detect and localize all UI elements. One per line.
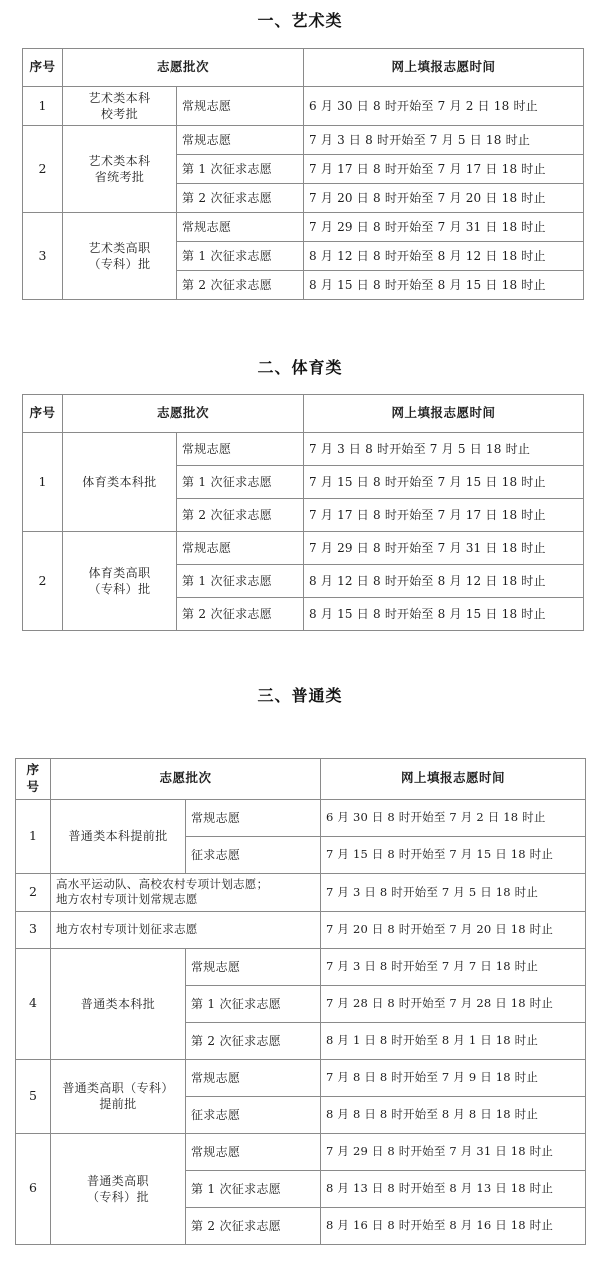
- cell-batch-name: [63, 433, 177, 532]
- cell-time-window: 8 月 12 日 8 时开始至 8 月 12 日 18 时止: [304, 242, 584, 271]
- cell-batch-name: [51, 1059, 186, 1133]
- cell-time-window: 7 月 29 日 8 时开始至 7 月 31 日 18 时止: [304, 532, 584, 565]
- cell-sub-batch: 第 1 次征求志愿: [177, 242, 304, 271]
- cell-time-window: 7 月 3 日 8 时开始至 7 月 5 日 18 时止: [304, 126, 584, 155]
- cell-time-window: 7 月 3 日 8 时开始至 7 月 7 日 18 时止: [321, 948, 586, 985]
- cell-time-window: 7 月 3 日 8 时开始至 7 月 5 日 18 时止: [304, 433, 584, 466]
- cell-sub-batch: 常规志愿: [186, 1059, 321, 1096]
- cell-batch-name: [63, 213, 177, 300]
- cell-time-window: 7 月 28 日 8 时开始至 7 月 28 日 18 时止: [321, 985, 586, 1022]
- batch-line-1: 普通类高职（专科）: [62, 1081, 174, 1096]
- table-row: [16, 1133, 586, 1170]
- cell-batch-name: [63, 126, 177, 213]
- cell-time-window: 8 月 15 日 8 时开始至 8 月 15 日 18 时止: [304, 271, 584, 300]
- column-header-batch: 志愿批次: [63, 49, 304, 87]
- batch-line-2: 提前批: [99, 1097, 137, 1112]
- cell-sub-batch: 常规志愿: [186, 799, 321, 836]
- schedule-table-general: [15, 758, 586, 1245]
- column-header-batch: 志愿批次: [63, 395, 304, 433]
- cell-sub-batch: 第 2 次征求志愿: [186, 1022, 321, 1059]
- batch-line-2: 校考批: [100, 107, 139, 122]
- table-row: [23, 126, 584, 155]
- cell-sub-batch: 第 1 次征求志愿: [177, 155, 304, 184]
- cell-time-window: 8 月 8 日 8 时开始至 8 月 8 日 18 时止: [321, 1096, 586, 1133]
- cell-batch-name: [51, 873, 321, 911]
- table-row: [23, 87, 584, 126]
- cell-time-window: 7 月 15 日 8 时开始至 7 月 15 日 18 时止: [321, 836, 586, 873]
- cell-time-window: 8 月 1 日 8 时开始至 8 月 1 日 18 时止: [321, 1022, 586, 1059]
- cell-sub-batch: 第 2 次征求志愿: [177, 499, 304, 532]
- cell-sub-batch: 常规志愿: [177, 213, 304, 242]
- cell-sub-batch: 第 2 次征求志愿: [177, 184, 304, 213]
- batch-line-1: 艺术类本科: [88, 91, 151, 105]
- batch-line-1: 艺术类本科: [88, 154, 151, 169]
- cell-index: 3: [23, 213, 63, 300]
- batch-line-1: 艺术类高职: [88, 241, 151, 256]
- cell-index: 1: [23, 433, 63, 532]
- table-row: [16, 948, 586, 985]
- cell-sub-batch: 征求志愿: [186, 836, 321, 873]
- batch-line-2: （专科）批: [86, 1189, 149, 1204]
- cell-batch-name: [51, 948, 186, 1059]
- cell-time-window: 7 月 29 日 8 时开始至 7 月 31 日 18 时止: [304, 213, 584, 242]
- batch-line-1: 高水平运动队、高校农村专项计划志愿；: [56, 876, 269, 891]
- cell-sub-batch: 常规志愿: [177, 433, 304, 466]
- cell-time-window: 6 月 30 日 8 时开始至 7 月 2 日 18 时止: [304, 87, 584, 126]
- column-header-index: 序号: [23, 395, 63, 433]
- cell-sub-batch: 征求志愿: [186, 1096, 321, 1133]
- cell-time-window: 6 月 30 日 8 时开始至 7 月 2 日 18 时止: [321, 799, 586, 836]
- cell-index: 3: [16, 911, 51, 948]
- batch-line-1: 普通类本科提前批: [68, 829, 168, 844]
- cell-batch-name: [63, 87, 177, 126]
- cell-sub-batch: 常规志愿: [177, 126, 304, 155]
- cell-index: 2: [23, 532, 63, 631]
- batch-line-2: （专科）批: [88, 582, 151, 596]
- section-heading-art: 一、艺术类: [257, 11, 343, 30]
- cell-time-window: 7 月 17 日 8 时开始至 7 月 17 日 18 时止: [304, 155, 584, 184]
- cell-time-window: 8 月 15 日 8 时开始至 8 月 15 日 18 时止: [304, 598, 584, 631]
- cell-batch-name: [51, 799, 186, 873]
- batch-line-1: 体育类本科批: [82, 474, 157, 489]
- cell-time-window: 7 月 3 日 8 时开始至 7 月 5 日 18 时止: [321, 873, 586, 911]
- cell-sub-batch: 第 1 次征求志愿: [177, 466, 304, 499]
- cell-time-window: 8 月 12 日 8 时开始至 8 月 12 日 18 时止: [304, 565, 584, 598]
- table-row: [23, 213, 584, 242]
- table-row: [16, 873, 586, 911]
- table-header-row: [23, 395, 584, 433]
- batch-line-2: 地方农村专项计划常规志愿: [56, 892, 198, 907]
- column-header-time: 网上填报志愿时间: [304, 49, 584, 87]
- cell-time-window: 8 月 16 日 8 时开始至 8 月 16 日 18 时止: [321, 1207, 586, 1244]
- cell-sub-batch: 常规志愿: [186, 948, 321, 985]
- column-header-time: 网上填报志愿时间: [321, 759, 586, 800]
- cell-index: 1: [16, 799, 51, 873]
- cell-index: 2: [23, 126, 63, 213]
- batch-line-1: 普通类本科批: [80, 996, 156, 1011]
- cell-time-window: 7 月 29 日 8 时开始至 7 月 31 日 18 时止: [321, 1133, 586, 1170]
- table-row: [16, 911, 586, 948]
- table-header-row: [16, 759, 586, 800]
- cell-index: 4: [16, 948, 51, 1059]
- table-header-row: [23, 49, 584, 87]
- cell-sub-batch: 第 2 次征求志愿: [177, 598, 304, 631]
- cell-sub-batch: 第 2 次征求志愿: [186, 1207, 321, 1244]
- column-header-index: 序号: [23, 49, 63, 87]
- column-header-batch: 志愿批次: [51, 759, 321, 800]
- cell-index: 1: [23, 87, 63, 126]
- table-body: [23, 87, 584, 300]
- table-row: [23, 532, 584, 565]
- cell-index: 2: [16, 873, 51, 911]
- cell-index: 6: [16, 1133, 51, 1244]
- cell-index: 5: [16, 1059, 51, 1133]
- table-row: [23, 433, 584, 466]
- cell-sub-batch: 常规志愿: [177, 87, 304, 126]
- cell-sub-batch: 常规志愿: [186, 1133, 321, 1170]
- column-header-time: 网上填报志愿时间: [304, 395, 584, 433]
- cell-time-window: 7 月 20 日 8 时开始至 7 月 20 日 18 时止: [321, 911, 586, 948]
- batch-line-1: 体育类高职: [88, 565, 151, 580]
- table-body: [16, 799, 586, 1244]
- schedule-table-art: [22, 48, 584, 300]
- section-heading-general: 三、普通类: [257, 686, 343, 705]
- table-row: [16, 1059, 586, 1096]
- cell-sub-batch: 第 1 次征求志愿: [177, 565, 304, 598]
- section-heading-sports: 二、体育类: [257, 358, 343, 377]
- cell-time-window: 7 月 8 日 8 时开始至 7 月 9 日 18 时止: [321, 1059, 586, 1096]
- cell-time-window: 7 月 20 日 8 时开始至 7 月 20 日 18 时止: [304, 184, 584, 213]
- schedule-table-sports: [22, 394, 584, 631]
- cell-time-window: 7 月 15 日 8 时开始至 7 月 15 日 18 时止: [304, 466, 584, 499]
- cell-time-window: 7 月 17 日 8 时开始至 7 月 17 日 18 时止: [304, 499, 584, 532]
- cell-batch-name: [63, 532, 177, 631]
- cell-sub-batch: 常规志愿: [177, 532, 304, 565]
- batch-line-2: （专科）批: [88, 257, 151, 272]
- table-row: [16, 799, 586, 836]
- batch-line-1: 普通类高职: [86, 1173, 149, 1188]
- cell-batch-name: [51, 1133, 186, 1244]
- cell-time-window: 8 月 13 日 8 时开始至 8 月 13 日 18 时止: [321, 1170, 586, 1207]
- cell-sub-batch: 第 2 次征求志愿: [177, 271, 304, 300]
- table-body: [23, 433, 584, 631]
- batch-line-1: 地方农村专项计划征求志愿: [56, 922, 198, 937]
- cell-sub-batch: 第 1 次征求志愿: [186, 985, 321, 1022]
- column-header-index: 序号: [16, 759, 51, 800]
- cell-batch-name: [51, 911, 321, 948]
- cell-sub-batch: 第 1 次征求志愿: [186, 1170, 321, 1207]
- batch-line-2: 省统考批: [94, 170, 145, 185]
